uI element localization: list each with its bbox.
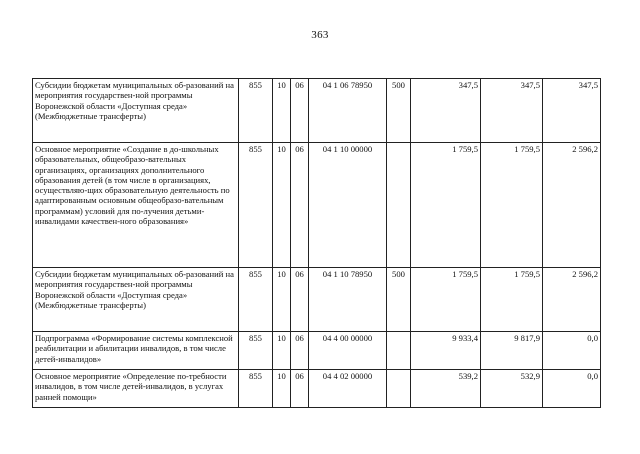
table-row [33, 268, 601, 332]
cell-vr [387, 370, 411, 408]
cell-ved: 855 [239, 143, 273, 268]
cell-csr: 04 1 10 78950 [309, 268, 387, 332]
cell-sum1: 347,5 [411, 79, 481, 143]
cell-sum2: 1 759,5 [481, 143, 543, 268]
cell-pr: 06 [291, 143, 309, 268]
table-row [33, 370, 601, 408]
cell-sum1: 1 759,5 [411, 143, 481, 268]
cell-ved: 855 [239, 332, 273, 370]
table-row [33, 143, 601, 268]
cell-vr [387, 332, 411, 370]
cell-vr [387, 143, 411, 268]
cell-rz: 10 [273, 370, 291, 408]
cell-pr: 06 [291, 332, 309, 370]
cell-ved: 855 [239, 370, 273, 408]
cell-vr: 500 [387, 79, 411, 143]
cell-sum2: 9 817,9 [481, 332, 543, 370]
cell-sum3: 347,5 [543, 79, 601, 143]
cell-sum3: 2 596,2 [543, 143, 601, 268]
cell-sum1: 539,2 [411, 370, 481, 408]
cell-ved: 855 [239, 79, 273, 143]
cell-name: Субсидии бюджетам муниципальных об-разований на мероприятия государствен-ной программы Воронежской области «Доступная среда» (Межбюджетные трансферты) [33, 268, 239, 332]
cell-csr: 04 1 06 78950 [309, 79, 387, 143]
cell-rz: 10 [273, 332, 291, 370]
cell-csr: 04 4 00 00000 [309, 332, 387, 370]
cell-sum2: 532,9 [481, 370, 543, 408]
cell-sum3: 0,0 [543, 370, 601, 408]
page-number: 363 [311, 29, 329, 41]
cell-ved: 855 [239, 268, 273, 332]
cell-pr: 06 [291, 79, 309, 143]
cell-sum2: 347,5 [481, 79, 543, 143]
cell-name: Основное мероприятие «Создание в до-школьных образовательных, общеобразо-вательных организациях, организациях дополнительного образования детей (в том числе в организациях, осуществляю-щих образовательную деятельность по адаптированным основным общеобразо-вательным программам) условий для по-лучения детьми-инвалидами качествен-ного образования» [33, 143, 239, 268]
cell-name: Субсидии бюджетам муниципальных об-разований на мероприятия государствен-ной программы Воронежской области «Доступная среда» (Межбюджетные трансферты) [33, 79, 239, 143]
cell-rz: 10 [273, 268, 291, 332]
cell-name: Подпрограмма «Формирование системы комплексной реабилитации и абилитации инвалидов, в том числе детей-инвалидов» [33, 332, 239, 370]
cell-pr: 06 [291, 268, 309, 332]
cell-vr: 500 [387, 268, 411, 332]
cell-name: Основное мероприятие «Определение по-требности инвалидов, в том числе детей-инвалидов, в услугах ранней помощи» [33, 370, 239, 408]
cell-sum1: 9 933,4 [411, 332, 481, 370]
cell-sum2: 1 759,5 [481, 268, 543, 332]
cell-pr: 06 [291, 370, 309, 408]
cell-csr: 04 4 02 00000 [309, 370, 387, 408]
cell-sum1: 1 759,5 [411, 268, 481, 332]
table-row [33, 79, 601, 143]
cell-sum3: 0,0 [543, 332, 601, 370]
cell-rz: 10 [273, 143, 291, 268]
cell-csr: 04 1 10 00000 [309, 143, 387, 268]
cell-rz: 10 [273, 79, 291, 143]
budget-table [32, 78, 601, 408]
table-row [33, 332, 601, 370]
cell-sum3: 2 596,2 [543, 268, 601, 332]
